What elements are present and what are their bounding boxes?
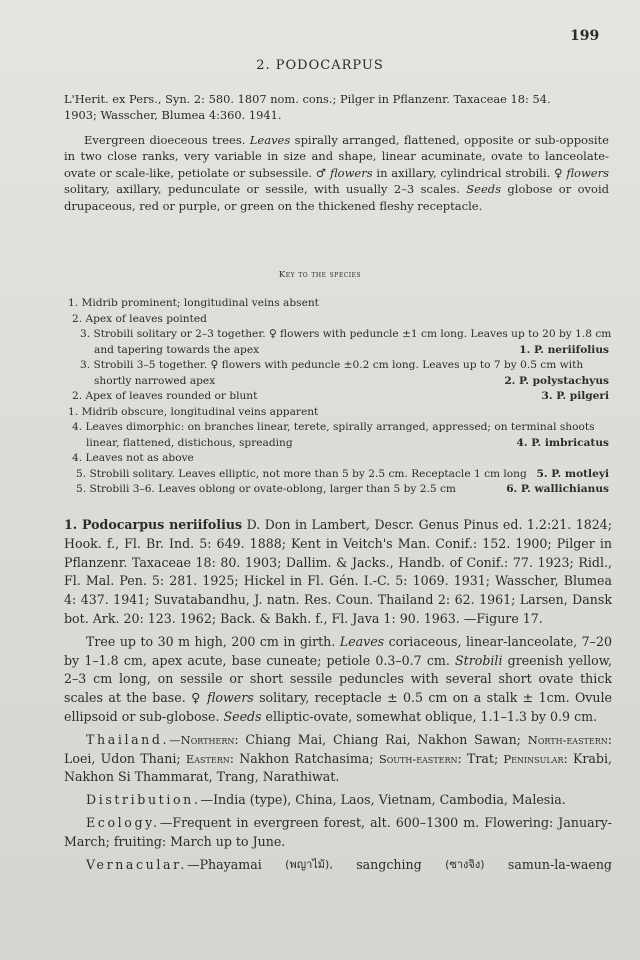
key-line [64,296,609,312]
key-line-text: 3. Strobili solitary or 2–3 together. ♀ flowers with peduncle ±1 cm long. Leaves up to 20 by 1.8 cm [80,328,612,340]
key-result: 4. P. imbricatus [516,436,609,449]
sp-desc-italic: Strobili [455,652,503,668]
species-account [64,516,612,878]
reference-line-2: 1903; Wasscher, Blumea 4:360. 1941. [64,108,282,122]
desc-text: solitary, axillary, pedunculate or sessile, with usually 2–3 scales. [64,182,467,197]
key-line-text: shortly narrowed apex [94,374,216,387]
vernacular-label: Vernacular. [86,856,187,872]
species-key [64,296,612,498]
desc-italic: flowers [329,165,373,180]
region-provinces: : Loei, Udon Thani; [64,731,612,766]
key-line-text: 2. Apex of leaves pointed [72,312,207,325]
sp-desc-text: solitary, receptacle ± 0.5 cm on a stalk ± 1cm. Ovule ellipsoid or sub-globose. [64,690,612,724]
vernacular-thai: (พญาไม้), [285,857,333,871]
sp-desc-text: greenish yellow, 2–3 cm long, on sessile or short sessile peduncles with several short ovate thick scales at the base. ♀ [64,652,613,706]
page-number: 199 [570,28,600,44]
key-result: 1. P. neriifolius [519,343,609,356]
region-label: —Northern [169,732,235,747]
region-provinces: : Chiang Mai, Chiang Rai, Nakhon Sawan; [234,731,528,747]
key-line-text: 5. Strobili solitary. Leaves elliptic, not more than 5 by 2.5 cm. Receptacle 1 cm long [76,467,527,480]
sp-desc-italic: Seeds [223,708,262,724]
species-citation-text: D. Don in Lambert, Descr. Genus Pinus ed. 1.2:21. 1824; Hook. f., Fl. Br. Ind. 5: 649. 1888; Kent in Veitch's Man. Conif.: 152. 1900; Pilger in Pflanzenr. Taxaceae 18: 80. 1903; Dallim. & Jacks., Handb. of Conif.: 77. 1923; Ridl., Fl. Mal. Pen. 5: 281. 1925; Hickel in Fl. Gén. I.-C. 5: 1069. 1931; Wasscher, Blumea 4: 437. 1941; Suvatabandhu, J. natn. Res. Coun. Thailand 2: 62. 1961; Larsen, Dansk bot. Ark. 20: 123. 1962; Back. & Bakh. f., Fl. Java 1: 90. 1963. —Figure 17. [64,517,612,626]
key-line [64,482,609,498]
key-heading: Key to the species [278,270,362,280]
sp-desc-text: Tree up to 30 m high, 200 cm in girth. [86,633,340,649]
key-line [64,327,612,343]
key-line [64,467,609,483]
vernacular-names [64,856,612,875]
key-result: 2. P. polystachyus [504,374,609,387]
key-line-text: 3. Strobili 3–5 together. ♀ flowers with peduncle ±0.2 cm long. Leaves up to 7 by 0.5 cm with [80,359,584,371]
region-provinces: : Trat; [457,750,504,766]
key-line-text: linear, flattened, distichous, spreading [86,436,293,449]
key-line-text: 2. Apex of leaves rounded or blunt [72,390,258,402]
region-label: South-eastern [378,751,458,766]
reference-line-1: L'Herit. ex Pers., Syn. 2: 580. 1807 nom. cons.; Pilger in Pflanzenr. Taxaceae 18: 54. [64,92,551,106]
key-line [64,389,609,405]
sp-desc-text: coriaceous, linear-lanceolate, 7–20 by 1–1.8 cm, apex acute, base cuneate; petiole 0.3–0.7 cm. [64,633,612,668]
key-line [64,405,609,421]
region-label: North-eastern [527,732,608,747]
genus-reference [64,91,609,123]
species-name: 1. Podocarpus neriifolius [64,517,243,532]
sp-desc-italic: flowers [207,690,254,706]
distribution-text: —India (type), China, Laos, Vietnam, Cambodia, Malesia. [200,792,566,808]
key-line-text: 1. Midrib prominent; longitudinal veins absent [68,297,319,309]
genus-heading: 2. PODOCARPUS [256,58,384,73]
thailand-label: Thailand. [86,731,170,747]
vernacular-name: samun-la-waeng [507,856,612,872]
genus-description [64,132,609,214]
ecology-text: —Frequent in evergreen forest, alt. 600–1300 m. Flowering: January-March; fruiting: March up to June. [64,814,612,849]
key-line [64,343,609,359]
desc-text: spirally arranged, flattened, opposite or sub-opposite in two close ranks, very variable in size and shape, linear acuminate, ovate to lanceolate-ovate or scale-like, petiolate or subsessile. ♂ [64,133,609,180]
region-label: Eastern [185,751,230,766]
key-line [64,436,609,452]
desc-text: in axillary, cylindrical strobili. ♀ [372,165,567,180]
key-line [64,420,609,436]
ecology [64,814,612,852]
key-result: 6. P. wallichianus [506,483,609,495]
key-line-text: and tapering towards the apex [94,343,260,356]
vernacular-name: sangching [356,856,422,872]
vernacular-thai: (ซางจิง) [445,857,485,871]
sp-desc-italic: Leaves [339,633,385,649]
species-citation [64,516,612,629]
key-line-text: 4. Leaves dimorphic: on branches linear, terete, spirally arranged, appressed; on terminal shoots [72,421,595,433]
key-line [64,312,609,328]
key-line [64,374,609,390]
desc-text: Evergreen dioeceous trees. [84,133,250,147]
desc-italic: Seeds [466,182,502,197]
region-provinces: : Krabi, Nakhon Si Thammarat, Trang, Narathiwat. [64,750,612,785]
vernacular-name: —Phayamai [186,856,262,872]
distribution-label: Distribution. [86,792,201,808]
distribution [64,791,612,810]
key-line-text: 1. Midrib obscure, longitudinal veins apparent [68,405,319,418]
ecology-label: Ecology. [86,814,160,830]
key-result: 3. P. pilgeri [541,390,609,402]
key-line-text: 5. Strobili 3–6. Leaves oblong or ovate-oblong, larger than 5 by 2.5 cm [76,483,456,495]
sp-desc-text: elliptic-ovate, somewhat oblique, 1.1–1.3 by 0.9 cm. [261,708,598,724]
desc-italic: Leaves [249,133,291,147]
region-label: Peninsular [503,751,564,766]
key-line-text: 4. Leaves not as above [72,452,194,464]
species-description [64,633,612,727]
desc-italic: flowers [566,165,610,180]
genus-description-paragraph [64,132,609,214]
desc-text: globose or ovoid drupaceous, red or purple, or green on the thickened fleshy receptacle. [64,182,610,213]
thailand-distribution [64,731,612,787]
key-result: 5. P. motleyi [536,467,609,480]
key-line [64,358,609,374]
key-line [64,451,609,467]
region-provinces: : Nakhon Ratchasima; [229,750,379,766]
